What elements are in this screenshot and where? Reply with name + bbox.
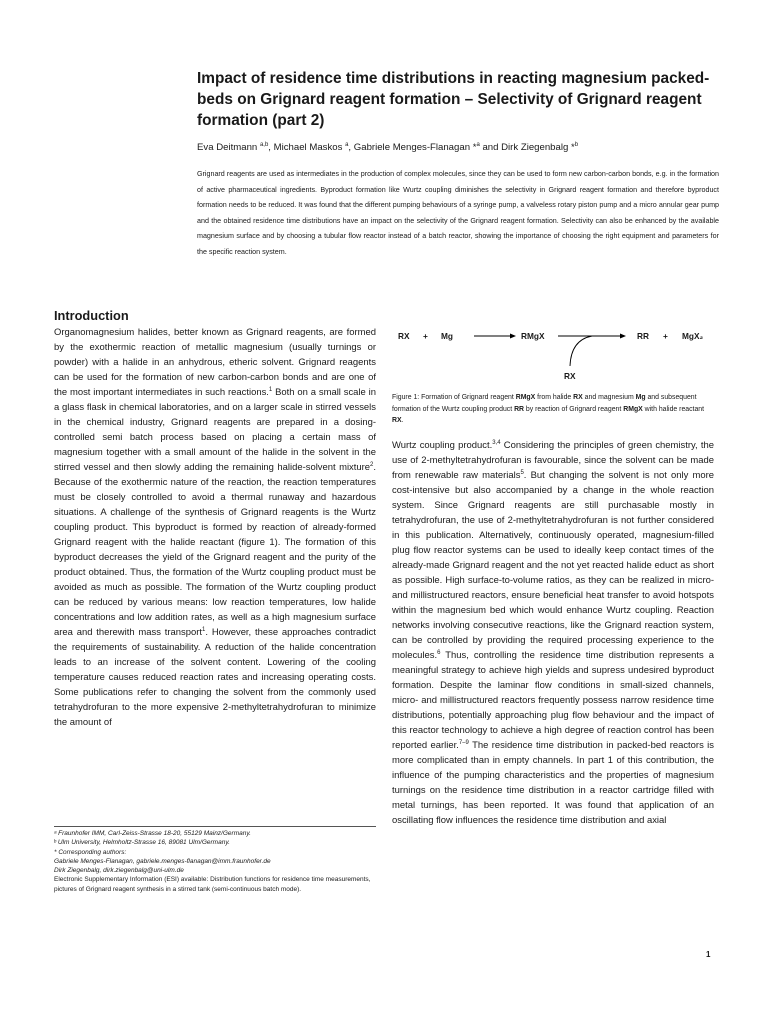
reference-marker: 1 [202, 626, 206, 633]
reference-marker: 5 [520, 469, 524, 476]
footnote-divider [54, 826, 376, 827]
abstract-text: Grignard reagents are used as intermediates in the production of complex molecules, since they can be used to form new carbon-carbon bonds, e.g. in the formation of active pharmaceutical ingredients. Byproduct formation like Wurtz coupling diminishes the selectivity in Grignard reagent formation and therefore byproduct formation needs to be reduced. It was found that the different pumping behaviours of a syringe pump, a valveless rotary piston pump and a micro annular gear pump and the obtained residence time distributions have an impact on the selectivity of the Grignard reagent formation. Selectivity can also be enhanced by the available magnesium surface and by choosing a tubular flow reactor instead of a batch reactor, showing the importance of choosing the right equipment and parameters for the specific reaction system. [197, 170, 719, 256]
author-name: Dirk Ziegenbalg * [501, 142, 575, 153]
paper-title: Impact of residence time distributions in reacting magnesium packed-beds on Grignard reagent formation – Selectivity of Grignard reagent formation (part 2) [197, 70, 710, 129]
reference-marker: 3,4 [492, 439, 501, 446]
body-column-left [54, 325, 376, 730]
reaction-arrowhead-2 [620, 334, 626, 339]
scheme-halide: RX [398, 331, 410, 341]
author-affiliation: a [476, 141, 480, 148]
author-name: Michael Maskos [273, 142, 343, 153]
corresponding-author-2: Dirk Ziegenbalg, dirk.ziegenbalg@uni-ulm.de [54, 867, 184, 875]
scheme-wurtz-product: RR [637, 331, 649, 341]
scheme-magnesium: Mg [441, 331, 453, 341]
scheme-plus: + [663, 331, 668, 341]
author-list: Eva Deitmann $^{a,b}$, Michael Maskos $^a$, Gabriele Menges-Flanagan *$^a$ and Dirk Ziegenbalg *$^b$ [197, 141, 579, 153]
intro-paragraph: Organomagnesium halides, better known as Grignard reagents, are formed by the exothermic reaction of metallic magnesium (usually turnings or powder) with a halide in an anhydrous, etheric solvent. Grignard reagents can be used for the formation of new carbon-carbon bonds and are one of the most important intermediates in such reactions.$^1$ Both on a small scale in a glass flask in chemical laboratories, and on a larger scale in stirred vessels in the chemical industry, Grignard reagents are prepared in a dosing-controlled semi batch process based on placing a certain mass of magnesium together with a small amount of the halide in the solvent in the stirred vessel and then slowly adding the remaining halide-solvent mixture$^2$. Because of the exothermic nature of the reaction, the reaction temperatures must be closely controlled to avoid a thermal runaway and hazardous situations. A challenge of the synthesis of Grignard reagents is the Wurtz coupling product. This byproduct is formed by reaction of already-formed Grignard reagent with the halide reactant (figure 1). The formation of this byproduct decreases the yield of the Grignard reagent and the purity of the product obtained. Thus, the formation of the Wurtz coupling product must be avoided as much as possible. The formation of the Wurtz coupling product can be reduced by various means: low reaction temperatures, low halide concentrations and low addition rates, as well as a high magnesium surface area and therewith mass transport$^1$. However, these approaches contradict the requirements of sustainability. A reduction of the halide concentration leads to an increase of the solvent content. Lowering of the cooling temperature causes reduced reaction rates and increasing operating costs. Some publications refer to changing the solvent from the commonly used tetrahydrofuran to the more expensive 2-methyltetrahydrofuran to minimize the amount of [54, 327, 376, 728]
corresponding-label: * Corresponding authors: [54, 848, 127, 856]
scheme-grignard: RMgX [521, 331, 545, 341]
reference-marker: 1 [268, 386, 273, 393]
intro-paragraph: Wurtz coupling product.$^{3,4}$ Considering the principles of green chemistry, the use of 2-methyltetrahydrofuran is favourable, since the solvent can be made from renewable raw materials$^5$. But changing the solvent is not only more cost-intensive but also accompanied by a change in the whole reaction system. Since Grignard reagents are still purchasable mostly in tetrahydrofuran, the use of 2-methyltetrahydrofuran is not further considered in this publication. Alternatively, continuously operated, magnesium-filled plug flow reactor systems can be used to ideally keep contact times of the already-made Grignard reagent and the not yet reacted halide educt as short as possible. High surface-to-volume ratios, as they can be realized in micro- and millistructured reactors, ensure beneficial heat transfer to avoid hotspots within the magnesium bed which would enhance Wurtz coupling. Reaction networks involving consecutive reactions, like the Grignard reaction system, can be controlled by providing the required processing experience to the molecules.$^6$ Thus, controlling the residence time distribution represents a meaningful strategy to achieve high yields and supress undesired byproduct formation. Despite the laminar flow conditions in small-sized channels, micro- and millistructured reactors frequently possess narrow residence time distributions, potentially approaching plug flow behaviour and the impact of this reactor technology to achieve a high degree of reaction control has been reported earlier.$^{7-9}$ The residence time distribution in packed-bed reactors is more complicated than in empty channels. In part 1 of this contribution, the influence of the pumping characteristics and the properties of magnesium turnings on the residence time distribution in a reactor cartridge filled with metal turnings, has been reported. It was found that application of an oscillating flow influences the residence time distribution and axial [392, 439, 715, 826]
reference-marker: 2 [370, 461, 374, 468]
author-name: Gabriele Menges-Flanagan * [353, 142, 477, 153]
footnotes [54, 829, 376, 894]
abstract [197, 167, 719, 260]
affiliation-a: ᵃ Fraunhofer IMM, Carl-Zeiss-Strasse 18-20, 55129 Mainz/Germany. [54, 830, 251, 837]
esi-note: Electronic Supplementary Information (ESI) available: Distribution functions for residence time measurements, pictures of Grignard reagent synthesis in a stirred tank (semi-continuous batch mode). [54, 876, 371, 893]
page-number: 1 [706, 950, 711, 959]
corresponding-author-1: Gabriele Menges-Flanagan, gabriele.menges-flanagan@imm.fraunhofer.de [54, 857, 271, 865]
scheme-magnesium-halide: MgX₂ [682, 331, 704, 341]
author-affiliation: a,b [259, 141, 269, 148]
reference-marker: 6 [437, 649, 441, 656]
reaction-arrowhead-1 [510, 334, 516, 339]
scheme-plus: + [423, 331, 428, 341]
section-heading-introduction: Introduction [54, 308, 129, 323]
author-name: Eva Deitmann [197, 142, 258, 153]
side-reactant-arrow [570, 336, 592, 366]
body-column-right [392, 438, 714, 828]
reference-marker: 7–9 [458, 739, 469, 746]
author-affiliation: b [574, 141, 579, 148]
author-affiliation: a [345, 141, 349, 148]
reaction-scheme [392, 326, 714, 386]
scheme-halide-reactant: RX [564, 371, 576, 381]
figure-caption: Figure 1: Formation of Grignard reagent RMgX from halide RX and magnesium Mg and subsequent formation of the Wurtz coupling product RR by reaction of Grignard reagent RMgX with halide reactant RX. [392, 394, 705, 424]
affiliation-b: ᵇ Ulm University, Helmholtz-Strasse 16, 89081 Ulm/Germany. [54, 839, 230, 847]
